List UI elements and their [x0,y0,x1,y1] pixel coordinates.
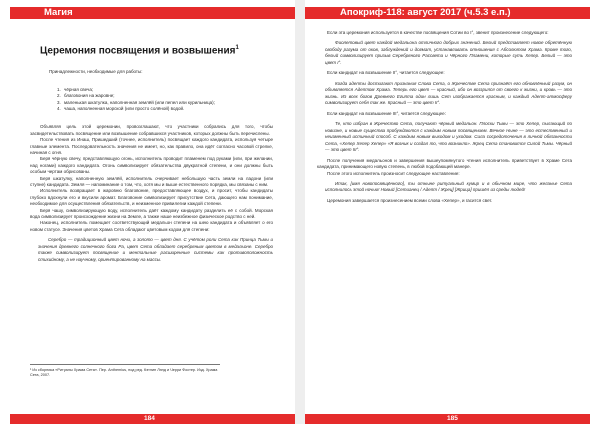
quote-block [30,237,273,263]
list-item: 4. чаша, наполненная морской (или просто солёной) водой. [62,106,273,112]
body-paragraph: Объявляя цель этой церемонии, провозглашают, что участники собрались для того, чтобы засвидетельствовать посвящение или возвышение собравшихся участников, которых должны быть перечислены. [30,124,273,136]
left-page [0,0,295,424]
quote-text: Серебро — традиционный цвет ночи, а золото — цвет дня. С учётом роли Сета как Принца Тьмы и значения древнего солнечного бога Ра, цвет Сета обладает серебряным цветом в медальоне. Серебро также символизирует посвящение и ментальные расширенные системы как противоположность стихийному, а не научному, ориентированному на массы. [38,237,273,262]
quote-text: Фиолетовый цвет каждой медальона отличного добрых значений. Белый представляет новое обретённую свободу разума от оков, заблуждений и догмат, устанавливать отношения с Абсолютом Храма. Кроме того, белый символизирует призыв Серебряного Рассвета и Чёрного Пламени, которые суть Хепер. Белый — это цвет I°. [325,40,572,65]
right-header [305,7,590,19]
left-footer [10,414,295,424]
article-title: Церемония посвящения и возвышения$^1$ [40,45,239,57]
quote-block [317,121,572,154]
body-paragraph: Если кандидат на возвышение III°, читается следующее: [327,110,446,116]
footnote-text: ¹ Из сборника «Ритуалы Храма Сета». Пер. Anthemius, под ред. Кэтлин Лэнд и Черри Фостер. Изд. Храма Сета, 2007. [30,368,218,377]
quote-block [317,181,572,194]
left-header [10,7,295,19]
supplies-intro: Принадлежности, необходимые для работы: [49,69,143,75]
issue-title: Апокриф-118: август 2017 (ч.5.3 е.п.) [340,7,511,18]
list-item: 2. благовония на жаровне; [62,93,273,99]
body-paragraph: Если эта церемония используется в качестве посвящения Сотии во I°, звенит произнесение следующего: [327,30,549,35]
right-content [317,30,572,204]
supplies-list [30,87,273,113]
page-number: 184 [144,415,155,422]
left-content [30,30,273,267]
right-page [305,0,600,424]
footnote-ref: 1 [235,45,239,51]
body-paragraph: Беря шкатулку, наполненную землёй, исполнитель очерчивает небольшую часть земли на ладони (или ступне) кандидата. Земля — напоминание о том, что, хотя мы и выше естественного порядка, мы связаны с ним. [30,175,273,188]
section-title: Магия [44,7,73,18]
quote-text: Итак, [имя новопосвящённого], ты отныне ритуальный кумир и в обычном мире, что желанье Сета исполнилось этой ночью! Новый [Сетианец / Адепт / Жрец] [Жрица] пришёл из среды людей! [325,180,572,193]
body-paragraph: Исполнитель возвращает в жаровню благовоние, предоставляющее воздух, и просит, чтобы кандидаты глубоко вдохнули его и вкусили аромат. Благовоние символизирует присутствие Сета, дающего нам понимание, необходимое для осуществления обязательств, и неизменное привилегии каждой степени. [30,188,273,207]
body-paragraph: После этого исполнитель произносит следующее наставление: [327,170,460,176]
quote-text: Когда адепты достигают признания Слова Сета, о Жречестве Сета признаёт его обновлённый разум, он объявляется Адептом Храма. Теперь его цвет — красный, ибо он воззрился от своего к жизни, и кровь — это жизнь. Из всех богов Древнего Египта один лишь Сет изображается красным, и каждый Адепт-атмосферу символизирует себя так же. Красный — это цвет II°. [325,80,572,106]
body-paragraph: После чтения из Инаш, Пришедший (точнее, исполнитель) посвящает каждого кандидата, используя четыре главные элемента. Последовательность значения не имеет, но, как правило, она идёт согласно часовой стрелке, начиная с огня. [30,137,273,155]
quote-block [317,81,572,107]
list-item: 3. маленькая шкатулка, наполненная землёй (или пепел или курильница); [62,100,273,106]
body-paragraph: Если кандидат на возвышение II°, читается следующее: [327,70,445,76]
body-paragraph: Наконец, исполнитель помещает соответствующий медальон степени на шею кандидата и объявляет о его новом статусе. Значения цветов Храма Сета обладают цветовым кодом для степени: [30,220,273,232]
body-paragraph: Беря чашу, символизирующую воду, исполнитель даёт каждому кандидату разделить её с собой. Морская вода символизирует происхождение жизни на Земле, а также наше неизбежное физическое родство с ней. [30,207,273,220]
page-number: 185 [447,415,458,422]
right-footer [305,414,590,424]
body-paragraph: Беря чёрную свечу, представляющую огонь, исполнитель проводит пламенем под руками (или, при желании, над ногами) каждого кандидата. Огонь символизирует обязательства двукратной степени, и они должны быть особым чертам обрисованы. [30,156,273,175]
list-item: 1. чёрная свеча; [62,87,273,93]
quote-text: Те, кто избран в Жречество Сета, получают чёрный медальон. Плоски Тьмы — это Хепер, пылающий по новизне, и новые существа пробуждаются с каждым новым посвящением. Вечное Ныне — это естественный и неизменный истинный способ. С каждым новым выходом и уходом. Сила сосредоточения в личной обязанности Сета, «Хепер Хепер Хепер» «Я возник и создал то, что возникло». Жрец Сета становится Силой Тьмы. Чёрный — это цвет III°. [325,121,572,153]
body-paragraph: Церемония завершается произнесением всеми слова «Хепер», и гасится свет. [327,197,493,203]
footnote [30,364,220,378]
body-paragraph: После получения медальонов и завершения вышеупомянутого чтения исполнитель приветствует в Храме Сета кандидата, принимающего новую степень, в любой подобающей манере. [317,157,572,170]
book-spine [295,0,305,424]
quote-block [317,40,572,66]
